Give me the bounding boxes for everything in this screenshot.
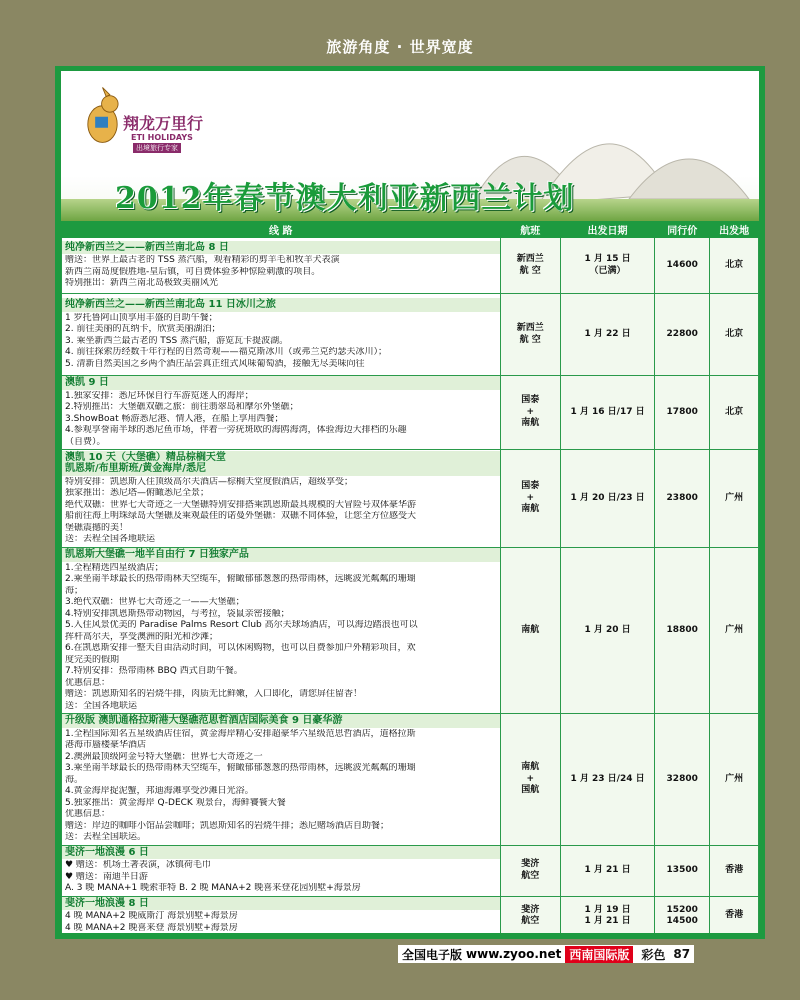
table-row	[62, 845, 759, 896]
route-detail-line: 送：去程全国联运。	[65, 832, 147, 842]
footer-page: 87	[673, 947, 691, 961]
city-cell: 北京	[710, 376, 759, 450]
route-title[interactable]: 斐济一地浪漫 8 日	[62, 897, 500, 911]
table-row	[62, 450, 759, 548]
route-title[interactable]: 斐济一地浪漫 6 日	[62, 846, 500, 860]
route-detail-line: 挥杆高尔夫，享受澳洲的阳光和沙滩；	[65, 631, 219, 642]
price-cell: 18800	[655, 548, 710, 714]
col-header-city: 出发地	[710, 222, 759, 238]
route-detail-line: （自费）。	[65, 436, 106, 447]
route-title[interactable]: 纯净新西兰之——新西兰南北岛 11 日冰川之旅	[62, 298, 500, 312]
table-row	[62, 294, 759, 376]
route-detail-line: 4.参观享誉南半球的悉尼鱼市场，伴着一旁疣斑欧的海鸥海湾，体验海边大排档的乐趣	[65, 425, 407, 435]
route-detail-line: 5.入住风景优美的 Paradise Palms Resort Club 高尔夫球场酒店，可以海边踏浪也可以	[65, 620, 418, 630]
date-cell: 1 月 16 日/17 日	[560, 376, 654, 450]
route-detail-line: 1.独家安排：悉尼环保自行车游览迷人的海岸；	[65, 390, 254, 401]
date-cell: 1 月 21 日	[560, 845, 654, 896]
table-body	[62, 238, 759, 934]
col-header-route: 线 路	[62, 222, 501, 238]
page-title: 2012年春节澳大利亚新西兰计划	[115, 181, 575, 216]
route-detail-line: 5. 清新自然美国之乡两个酒庄品尝真正纽式风味葡萄酒，接触无尽美味向往	[65, 358, 365, 369]
poster-inner	[61, 71, 759, 933]
route-detail-line: 4 晚 MANA+2 晚威斯汀 海景别墅+海景房	[65, 911, 238, 922]
route-detail-line: 度完美的假期	[65, 654, 120, 665]
airline-cell: 国泰 + 南航	[500, 450, 560, 548]
route-cell	[62, 896, 501, 933]
poster-header	[61, 71, 759, 221]
route-detail-line: 堡礁震撼的美！	[65, 522, 129, 533]
route-detail-line: 优惠信息：	[65, 677, 111, 688]
route-detail-line: 3.绝代双礁：世界七大奇迹之一——大堡礁；	[65, 597, 245, 607]
route-title[interactable]: 澳凯 9 日	[62, 376, 500, 390]
route-detail-line: 2.澳洲最顶级阿金号特大堡礁：世界七大奇迹之一	[65, 751, 263, 762]
route-detail-line: 船前往海上明珠绿岛大堡礁及乘观最佳的诺曼外堡礁：双礁不同体验，让您全方位感受大	[65, 511, 417, 521]
route-detail-line: 送：全国各地联运	[65, 700, 138, 711]
airline-cell: 南航 + 国航	[500, 714, 560, 846]
route-cell	[62, 548, 501, 714]
city-cell: 北京	[710, 294, 759, 376]
kangaroo-logo-icon	[75, 87, 130, 152]
route-detail-line: 1.全程精选四星级酒店；	[65, 562, 164, 573]
col-header-airline: 航班	[500, 222, 560, 238]
date-cell: 1 月 20 日/23 日	[560, 450, 654, 548]
route-detail-line: 绝代双礁：世界七大奇迹之一大堡礁特别安排搭乘凯恩斯最具规模的大冒险号双体豪华游	[65, 499, 417, 510]
date-cell: 1 月 20 日	[560, 548, 654, 714]
route-detail-line: 6.在凯恩斯安排一整天自由活动时间，可以休闲购物，也可以自费参加户外精彩项目，欢	[65, 643, 416, 653]
route-detail-line: 2.乘坐南半球最长的热带雨林天空缆车，俯瞰郁郁葱葱的热带雨林，远眺波光粼粼的珊瑚	[65, 574, 416, 584]
date-cell: 1 月 15 日 （已满）	[560, 238, 654, 294]
poster-frame	[55, 66, 765, 939]
route-detail-line: 7.特别安排：热带雨林 BBQ 西式自助午餐。	[65, 666, 243, 676]
route-detail-line: 赠送：凯恩斯知名的岩烧牛排，肉质无比鲜嫩，入口即化，请您屏住留香！	[65, 689, 363, 699]
route-detail-line: 5.独家推出：黄金海岸 Q-DECK 观景台，海鲜饕餮大餐	[65, 797, 286, 808]
route-detail-line: 优惠信息：	[65, 809, 111, 819]
city-cell: 北京	[710, 238, 759, 294]
footer-bar	[398, 945, 694, 963]
route-cell	[62, 376, 501, 450]
page-slogan: 旅游角度 · 世界宽度	[326, 38, 474, 56]
route-detail-line: 1 罗托鲁阿山顶享用丰盛的自助午餐；	[65, 312, 218, 323]
route-detail-line: 送：去程全国各地联运	[65, 534, 156, 544]
price-cell: 23800	[655, 450, 710, 548]
route-detail-line: 赠送：世界上最古老的 TSS 蒸汽船，观看精彩的剪羊毛和牧羊犬表演	[65, 255, 340, 265]
footer-color: 彩色	[641, 947, 666, 962]
route-detail-line: 4.黄金海岸捉泥蟹，邦迪海滩享受沙滩日光浴。	[65, 786, 254, 796]
price-cell: 13500	[655, 845, 710, 896]
route-detail-line: 4. 前往探索历经数千年行程的自然奇观——福克斯冰川（或弗兰克约瑟夫冰川）；	[65, 347, 387, 357]
brand-english: ETI HOLIDAYS	[131, 133, 193, 142]
airline-cell: 新西兰 航 空	[500, 238, 560, 294]
route-detail-line: 1.全程国际知名五星级酒店住宿，黄金海岸精心安排超豪华六星级范思哲酒店，道格拉斯	[65, 728, 416, 739]
route-cell	[62, 238, 501, 294]
price-cell: 32800	[655, 714, 710, 846]
brand-name: 翔龙万里行	[123, 114, 204, 133]
route-detail-line: ♥ 赠送：机场土著表演，冰镇荷毛巾	[65, 860, 211, 870]
route-title[interactable]: 凯恩斯大堡礁一地半自由行 7 日独家产品	[62, 548, 500, 562]
airline-cell: 国泰 + 南航	[500, 376, 560, 450]
airline-cell: 南航	[500, 548, 560, 714]
table-row	[62, 548, 759, 714]
route-detail-line: 新西兰南岛度假胜地-皇后镇，可自费体验多种惊险刺激的项目。	[65, 266, 321, 277]
route-cell	[62, 714, 501, 846]
footer-edition: 西南国际版	[565, 946, 633, 963]
route-detail-line: 特别安排：凯恩斯入住顶级高尔夫酒店—棕榈天堂度假酒店，超级享受；	[65, 476, 354, 487]
route-detail-line: 2. 前往美丽的瓦纳卡，欣赏美丽湖泊；	[65, 324, 221, 334]
route-detail-line: 赠送：岸边的咖啡小馆品尝咖啡；凯恩斯知名的岩烧牛排；悉尼赌场酒店自助餐；	[65, 820, 390, 831]
price-cell: 15200 14500	[655, 896, 710, 933]
airline-cell: 新西兰 航 空	[500, 294, 560, 376]
city-cell: 广州	[710, 548, 759, 714]
footer-label: 全国电子版	[402, 947, 463, 962]
airline-cell: 斐济 航空	[500, 845, 560, 896]
route-cell	[62, 294, 501, 376]
route-detail-line: 4.特别安排凯恩斯热带动物园，与考拉，袋鼠亲密接触；	[65, 608, 290, 619]
route-detail-line: 港海市蜃楼豪华酒店	[65, 740, 147, 750]
footer-url[interactable]: www.zyoo.net	[466, 947, 562, 961]
price-cell: 17800	[655, 376, 710, 450]
route-detail-line: 3. 乘坐新西兰最古老的 TSS 蒸汽船，游览瓦卡提波湖。	[65, 335, 289, 346]
brand-tagline: 出境旅行专家	[133, 143, 181, 153]
route-detail-line: 特别推出：新西兰南北岛极致美丽风光	[65, 278, 219, 288]
route-detail-line: 3.ShowBoat 畅游悉尼港、情人港，在船上享用西餐；	[65, 413, 284, 424]
route-title[interactable]: 澳凯 10 天（大堡礁）精品棕榈天堂 凯恩斯/布里斯班/黄金海岸/悉尼	[62, 451, 500, 476]
table-row	[62, 376, 759, 450]
col-header-price: 同行价	[655, 222, 710, 238]
route-detail-line: 3.乘坐南半球最长的热带雨林天空缆车，俯瞰郁郁葱葱的热带雨林，远眺波光粼粼的珊瑚	[65, 763, 416, 773]
price-cell: 14600	[655, 238, 710, 294]
date-cell: 1 月 19 日 1 月 21 日	[560, 896, 654, 933]
table-row	[62, 714, 759, 846]
table-row	[62, 238, 759, 294]
route-cell	[62, 450, 501, 548]
route-detail-line: 独家推出：悉尼塔—俯瞰悉尼全景；	[65, 488, 210, 498]
route-detail-line: 海；	[65, 585, 84, 596]
route-detail-line: A. 3 晚 MANA+1 晚索菲特 B. 2 晚 MANA+2 晚喜来登花园别墅+海景房	[65, 883, 361, 893]
city-cell: 广州	[710, 450, 759, 548]
price-cell: 22800	[655, 294, 710, 376]
route-title[interactable]: 升级版 澳凯通格拉斯港大堡礁范思哲酒店国际美食 9 日豪华游	[62, 714, 500, 728]
city-cell: 香港	[710, 845, 759, 896]
date-cell: 1 月 23 日/24 日	[560, 714, 654, 846]
city-cell: 香港	[710, 896, 759, 933]
route-detail-line: 海。	[65, 774, 84, 785]
itinerary-table	[61, 221, 759, 933]
table-header-row	[62, 222, 759, 238]
route-detail-line: 4 晚 MANA+2 晚喜来登 海景别墅+海景房	[65, 922, 238, 933]
route-detail-line: 2.特别推出：大堡礁双礁之旅：前往翡翠岛和摩尔外堡礁；	[65, 402, 299, 412]
date-cell: 1 月 22 日	[560, 294, 654, 376]
col-header-date: 出发日期	[560, 222, 654, 238]
route-cell	[62, 845, 501, 896]
city-cell: 广州	[710, 714, 759, 846]
route-title[interactable]: 纯净新西兰之——新西兰南北岛 8 日	[62, 241, 500, 255]
airline-cell: 斐济 航空	[500, 896, 560, 933]
route-detail-line: ♥ 赠送：南迪半日游	[65, 871, 148, 882]
table-row	[62, 896, 759, 933]
